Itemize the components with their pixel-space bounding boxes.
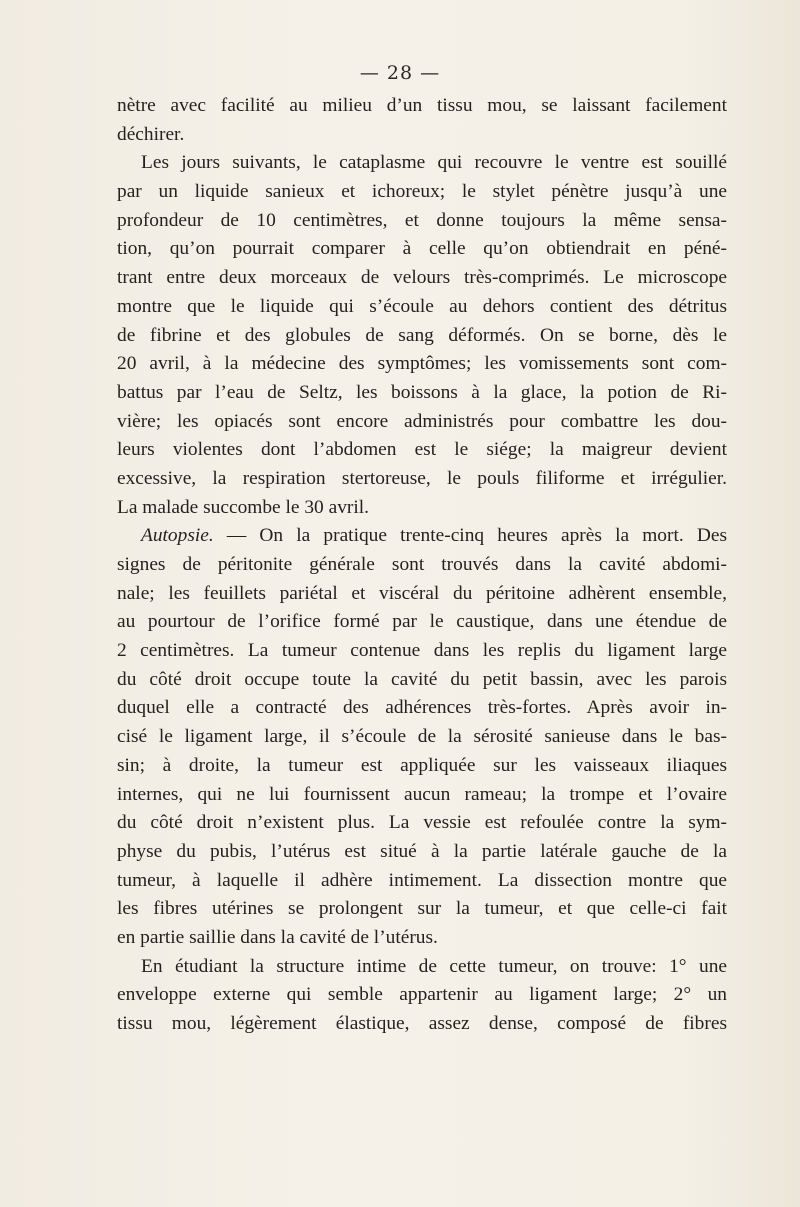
line-text: du côté droit occupe toute la cavité du petit bassin, avec les parois bbox=[117, 668, 727, 690]
text-line bbox=[117, 92, 727, 121]
text-line bbox=[117, 350, 727, 379]
text-line bbox=[117, 1010, 727, 1039]
text-line bbox=[117, 264, 727, 293]
text-line bbox=[117, 838, 727, 867]
line-text: enveloppe externe qui semble appartenir au ligament large; 2° un bbox=[117, 984, 727, 1006]
text-line bbox=[117, 867, 727, 896]
line-text: excessive, la respiration stertoreuse, le pouls filiforme et irrégulier. bbox=[117, 467, 727, 489]
line-text: tissu mou, légèrement élastique, assez dense, composé de fibres bbox=[117, 1013, 727, 1034]
line-text: signes de péritonite générale sont trouvés dans la cavité abdomi- bbox=[117, 554, 727, 575]
text-line bbox=[117, 178, 727, 207]
line-text: physe du pubis, l’utérus est situé à la partie latérale gauche de la bbox=[117, 840, 727, 862]
text-line bbox=[117, 809, 727, 838]
text-line bbox=[117, 551, 727, 580]
line-text: — On la pratique trente-cinq heures après la mort. Des bbox=[213, 525, 727, 547]
text-line bbox=[117, 293, 727, 322]
line-text: au pourtour de l’orifice formé par le caustique, dans une étendue de bbox=[117, 611, 727, 633]
line-text: nètre avec facilité au milieu d’un tissu mou, se laissant facilement bbox=[117, 95, 727, 116]
text-line bbox=[117, 465, 727, 494]
line-text: par un liquide sanieux et ichoreux; le stylet pénètre jusqu’à une bbox=[117, 181, 727, 203]
line-text: du côté droit n’existent plus. La vessie est refoulée contre la sym- bbox=[117, 812, 727, 834]
line-text: leurs violentes dont l’abdomen est le siége; la maigreur devient bbox=[117, 439, 727, 461]
line-text: nale; les feuillets pariétal et viscéral du péritoine adhèrent ensemble, bbox=[117, 582, 727, 604]
text-line bbox=[117, 235, 727, 264]
body-text bbox=[117, 92, 727, 1039]
text-line bbox=[117, 149, 727, 178]
line-text: Les jours suivants, le cataplasme qui recouvre le ventre est souillé bbox=[141, 152, 727, 174]
text-line bbox=[117, 408, 727, 437]
text-line bbox=[117, 953, 727, 982]
line-text: cisé le ligament large, il s’écoule de la sérosité sanieuse dans le bas- bbox=[117, 726, 727, 748]
text-line bbox=[117, 981, 727, 1010]
section-heading: Autopsie. bbox=[141, 525, 214, 547]
text-line bbox=[117, 121, 727, 150]
line-text: de fibrine et des globules de sang déformés. On se borne, dès le bbox=[117, 324, 727, 346]
line-text: vière; les opiacés sont encore administrés pour combattre les dou- bbox=[117, 410, 727, 432]
line-text: les fibres utérines se prolongent sur la tumeur, et que celle-ci fait bbox=[117, 898, 727, 920]
line-text: trant entre deux morceaux de velours très-comprimés. Le microscope bbox=[117, 267, 727, 289]
page-number: — 28 — bbox=[359, 62, 441, 84]
text-line bbox=[117, 723, 727, 752]
line-text: profondeur de 10 centimètres, et donne toujours la même sensa- bbox=[117, 209, 727, 231]
line-text: En étudiant la structure intime de cette tumeur, on trouve: 1° une bbox=[141, 955, 727, 977]
text-line bbox=[117, 379, 727, 408]
line-text: tumeur, à laquelle il adhère intimement. La dissection montre que bbox=[117, 869, 727, 891]
line-text: 20 avril, à la médecine des symptômes; les vomissements sont com- bbox=[117, 353, 727, 375]
line-text: tion, qu’on pourrait comparer à celle qu’on obtiendrait en péné- bbox=[117, 238, 727, 260]
text-line bbox=[117, 781, 727, 810]
text-line bbox=[117, 522, 727, 551]
line-text: en partie saillie dans la cavité de l’utérus. bbox=[117, 926, 438, 948]
line-text: battus par l’eau de Seltz, les boissons à la glace, la potion de Ri- bbox=[117, 381, 727, 403]
line-text: duquel elle a contracté des adhérences très-fortes. Après avoir in- bbox=[117, 697, 727, 719]
text-line bbox=[117, 322, 727, 351]
text-line bbox=[117, 207, 727, 236]
text-line bbox=[117, 666, 727, 695]
line-text: internes, qui ne lui fournissent aucun rameau; la trompe et l’ovaire bbox=[117, 783, 727, 805]
text-line bbox=[117, 608, 727, 637]
text-line bbox=[117, 752, 727, 781]
text-line bbox=[117, 580, 727, 609]
line-text: La malade succombe le 30 avril. bbox=[117, 496, 369, 518]
text-line bbox=[117, 494, 727, 523]
text-line bbox=[117, 436, 727, 465]
text-line bbox=[117, 637, 727, 666]
text-line bbox=[117, 694, 727, 723]
line-text: déchirer. bbox=[117, 123, 185, 145]
text-line bbox=[117, 895, 727, 924]
line-text: montre que le liquide qui s’écoule au dehors contient des détritus bbox=[117, 295, 727, 317]
line-text: 2 centimètres. La tumeur contenue dans les replis du ligament large bbox=[117, 640, 727, 662]
line-text: sin; à droite, la tumeur est appliquée sur les vaisseaux iliaques bbox=[117, 754, 727, 776]
text-line bbox=[117, 924, 727, 953]
